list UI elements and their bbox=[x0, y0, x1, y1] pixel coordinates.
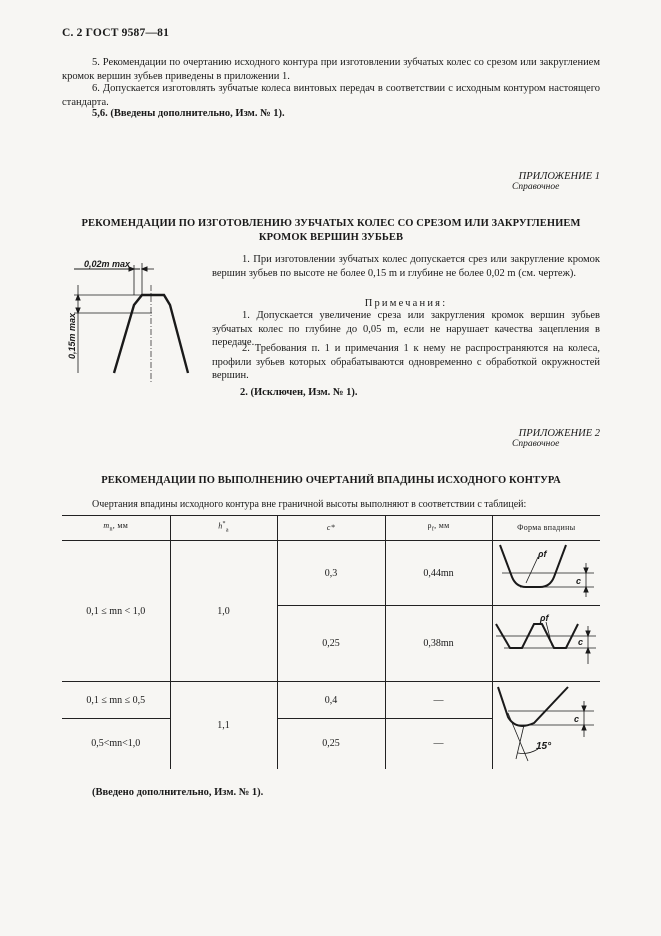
cell-h-2: 1,1 bbox=[170, 682, 277, 769]
cell-rho-2: 0,38mn bbox=[385, 606, 492, 682]
header-clearance: c* bbox=[277, 516, 385, 541]
tooth-chamfer-drawing bbox=[62, 255, 212, 385]
root-shape-3-drawing bbox=[494, 683, 598, 767]
cell-h-1: 1,0 bbox=[170, 541, 277, 682]
fillet-radius-label-1: ρf bbox=[538, 549, 547, 559]
table-row bbox=[62, 682, 600, 719]
header-addendum: $h^*_a$ bbox=[170, 516, 277, 541]
note-1: 1. Допускается увеличение среза или закругления кромок вершин зубьев зубчатых колес по глубине до 0,05 m, если не нарушает качества зацепления в передаче. bbox=[212, 310, 600, 349]
cell-shape-1 bbox=[492, 541, 600, 606]
paragraph-6: 6. Допускается изготовлять зубчатые колеса винтовых передач в соответствии с исходным контуром настоящего стандарта. bbox=[62, 83, 600, 108]
clearance-label-3: c bbox=[574, 714, 580, 725]
appendix-1-item-1: 1. При изготовлении зубчатых колес допускается срез или закругление кромок вершин зубьев по высоте не более 0,15 m и глубине не более 0,02 m (см. чертеж). bbox=[212, 254, 600, 279]
cell-rho-3: — bbox=[385, 682, 492, 719]
appendix-1-label: ПРИЛОЖЕНИЕ 1 bbox=[518, 171, 600, 182]
cell-c-1: 0,3 bbox=[277, 541, 385, 606]
fillet-radius-label-2: ρf bbox=[540, 612, 549, 623]
appendix-1-subtitle: Справочное bbox=[512, 182, 560, 192]
cell-range-3: 0,1 ≤ mn ≤ 0,5 bbox=[62, 682, 170, 719]
tooth-chamfer-figure bbox=[62, 255, 212, 385]
root-shape-2-drawing bbox=[494, 612, 598, 676]
table-row bbox=[62, 541, 600, 606]
header-fillet-radius: $\rho_f$, мм bbox=[385, 516, 492, 541]
cell-rho-4: — bbox=[385, 719, 492, 769]
page-header: С. 2 ГОСТ 9587—81 bbox=[62, 27, 170, 39]
table-intro: Очертания впадины исходного контура вне граничной высоты выполняют в соответствии с таблицей: bbox=[92, 499, 527, 510]
note-2: 2. Требования п. 1 и примечания 1 к нему не распространяются на колеса, профили зубьев которых обрабатываются одновременно с обработкой окружностей вершин. bbox=[212, 343, 600, 382]
cell-rho-1: 0,44mn bbox=[385, 541, 492, 606]
appendix-2-subtitle: Справочное bbox=[512, 439, 560, 449]
notes-heading: Примечания: bbox=[364, 298, 448, 309]
amendment-note-5-6: 5,6. (Введены дополнительно, Изм. № 1). bbox=[92, 108, 285, 119]
appendix-1-title: РЕКОМЕНДАЦИИ ПО ИЗГОТОВЛЕНИЮ ЗУБЧАТЫХ КОЛЕС СО СРЕЗОМ ИЛИ ЗАКРУГЛЕНИЕМ КРОМОК ВЕРШИН ЗУБЬЕВ bbox=[81, 218, 581, 243]
cell-c-4: 0,25 bbox=[277, 719, 385, 769]
cell-c-2: 0,25 bbox=[277, 606, 385, 682]
cell-range-4: 0,5<mn<1,0 bbox=[62, 719, 170, 769]
chamfer-depth-label: 0,02m max bbox=[84, 259, 131, 269]
appendix-2-label: ПРИЛОЖЕНИЕ 2 bbox=[518, 428, 600, 439]
clearance-label-2: c bbox=[578, 636, 584, 647]
cell-c-3: 0,4 bbox=[277, 682, 385, 719]
cell-range-1: 0,1 ≤ mn < 1,0 bbox=[62, 541, 170, 682]
header-module: $m_n$, мм bbox=[62, 516, 170, 541]
appendix-2-title: РЕКОМЕНДАЦИИ ПО ВЫПОЛНЕНИЮ ОЧЕРТАНИЙ ВПАДИНЫ ИСХОДНОГО КОНТУРА bbox=[101, 475, 561, 486]
cell-shape-2 bbox=[492, 606, 600, 682]
angle-label: 15° bbox=[536, 741, 552, 753]
table-footer-note: (Введено дополнительно, Изм. № 1). bbox=[92, 787, 264, 798]
table-header-row bbox=[62, 516, 600, 541]
clearance-label-1: c bbox=[576, 576, 582, 586]
paragraph-5: 5. Рекомендации по очертанию исходного контура при изготовлении зубчатых колес со срезом или закруглением кромок вершин зубьев приведены в приложении 1. bbox=[62, 57, 600, 82]
root-shape-1-drawing bbox=[496, 543, 596, 603]
root-shape-table bbox=[62, 515, 600, 769]
chamfer-height-label: 0,15m max bbox=[67, 312, 77, 359]
header-root-shape: Форма впадины bbox=[492, 516, 600, 541]
appendix-1-item-2: 2. (Исключен, Изм. № 1). bbox=[240, 387, 358, 398]
cell-shape-3 bbox=[492, 682, 600, 769]
